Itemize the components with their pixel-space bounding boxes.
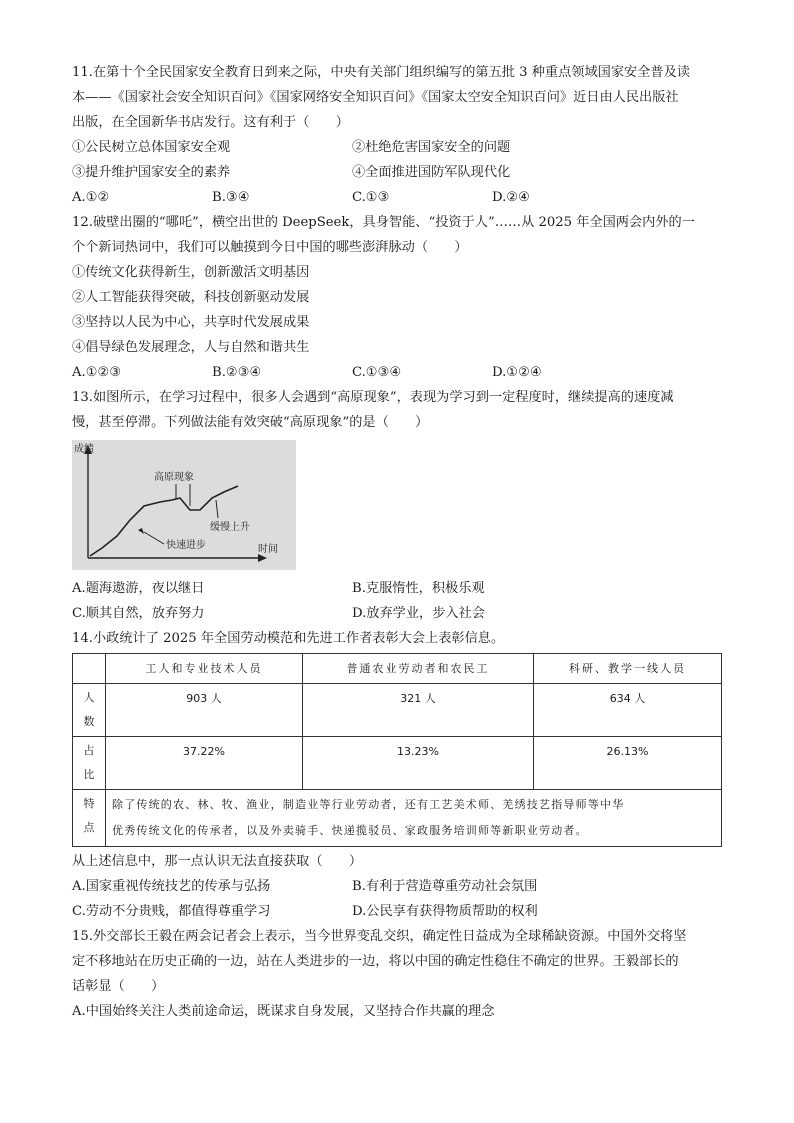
learning-curve-figure	[72, 440, 296, 570]
table-header: 科研、教学一线人员	[534, 654, 722, 684]
x-axis-arrow	[258, 554, 267, 562]
statement-2: ②杜绝危害国家安全的问题	[352, 140, 511, 155]
question-12-stem-line: 12.破壁出圈的“哪吒”，横空出世的 DeepSeek，具身智能、“投资于人”……从 2025 年全国两会内外的一	[72, 215, 695, 230]
option-a: A.①②	[72, 190, 110, 205]
option-d: D.①②④	[492, 365, 542, 380]
question-15-stem-line: 定不移地站在历史正确的一边，站在人类进步的一边，将以中国的确定性稳住不确定的世界。王毅部长的	[72, 954, 679, 969]
feature-cell	[106, 790, 722, 847]
option-b: B.③④	[212, 190, 250, 205]
table-cell: 26.13%	[534, 737, 722, 790]
table-cell: 634 人	[534, 684, 722, 737]
option-a: A.国家重视传统技艺的传承与弘扬	[72, 879, 271, 894]
option-d: D.公民享有获得物质帮助的权利	[352, 904, 538, 919]
table-cell: 37.22%	[106, 737, 303, 790]
slow-rise-label: 缓慢上升	[210, 522, 250, 533]
row-label-feature	[73, 790, 106, 847]
option-b: B.克服惰性，积极乐观	[352, 581, 485, 596]
exam-page	[72, 60, 724, 1024]
question-12	[72, 210, 724, 385]
question-11-stem-line: 11.在第十个全民国家安全教育日到来之际，中央有关部门组织编写的第五批 3 种重点领域国家安全普及读	[72, 65, 690, 80]
x-axis-label: 时间	[258, 544, 278, 555]
question-14	[72, 626, 724, 924]
question-15-stem-line: 15.外交部长王毅在两会记者会上表示，当今世界变乱交织，确定性日益成为全球稀缺资源。中国外交将坚	[72, 929, 687, 944]
option-b: B.有利于营造尊重劳动社会氛围	[352, 879, 538, 894]
statement-4: ④全面推进国防军队现代化	[352, 165, 511, 180]
table-cell: 321 人	[303, 684, 534, 737]
fast-progress-label: 快速进步	[166, 540, 206, 551]
question-11-stem-line: 出版，在全国新华书店发行。这有利于（ ）	[72, 115, 349, 130]
slow-rise-pointer	[216, 500, 218, 518]
question-13-stem-line: 13.如图所示，在学习过程中，很多人会遇到“高原现象”，表现为学习到一定程度时，继续提高的速度减	[72, 390, 674, 405]
statement-3: ③提升维护国家安全的素养	[72, 165, 231, 180]
question-12-stem-line: 个个新词热词中，我们可以触摸到今日中国的哪些澎湃脉动（ ）	[72, 240, 468, 255]
option-a: A.①②③	[72, 365, 122, 380]
row-label-char: 点	[83, 821, 95, 834]
question-13-stem-line: 慢，甚至停滞。下列做法能有效突破“高原现象”的是（ ）	[72, 415, 429, 430]
option-d: D.放弃学业，步入社会	[352, 606, 485, 621]
option-a: A.题海遨游，夜以继日	[72, 581, 205, 596]
statement-2: ②人工智能获得突破，科技创新驱动发展	[72, 290, 310, 305]
learning-curve	[90, 486, 238, 556]
question-14-ask: 从上述信息中，那一点认识无法直接获取（ ）	[72, 854, 363, 869]
option-a: A.中国始终关注人类前途命运，既谋求自身发展，又坚持合作共赢的理念	[72, 1004, 495, 1019]
option-c: C.顺其自然，放弃努力	[72, 606, 205, 621]
honors-table	[72, 653, 722, 847]
question-13	[72, 385, 724, 626]
option-b: B.②③④	[212, 365, 262, 380]
fast-progress-arrow	[138, 528, 144, 534]
question-15	[72, 924, 724, 1024]
table-cell: 13.23%	[303, 737, 534, 790]
option-c: C.①③	[352, 190, 390, 205]
row-label-char: 数	[83, 715, 95, 728]
plateau-label: 高原现象	[154, 472, 194, 483]
statement-3: ③坚持以人民为中心，共享时代发展成果	[72, 315, 310, 330]
table-header: 工人和专业技术人员	[106, 654, 303, 684]
option-d: D.②④	[492, 190, 530, 205]
statement-1: ①传统文化获得新生，创新激活文明基因	[72, 265, 310, 280]
question-15-stem-line: 话彰显（ ）	[72, 979, 165, 994]
row-label-char: 人	[83, 691, 95, 704]
table-header: 普通农业劳动者和农民工	[303, 654, 534, 684]
row-label-ratio	[73, 737, 106, 790]
row-label-char: 占	[83, 744, 95, 757]
row-label-people	[73, 684, 106, 737]
question-11-stem-line: 本——《国家社会安全知识百问》《国家网络安全知识百问》《国家太空安全知识百问》近日由人民出版社	[72, 90, 679, 105]
option-c: C.劳动不分贵贱，都值得尊重学习	[72, 904, 271, 919]
row-label-char: 特	[83, 797, 95, 810]
feature-line: 优秀传统文化的传承者，以及外卖骑手、快递揽驳员、家政服务培训师等新职业劳动者。	[112, 824, 588, 837]
y-axis-label: 成绩	[74, 444, 94, 455]
question-14-stem: 14.小政统计了 2025 年全国劳动模范和先进工作者表彰大会上表彰信息。	[72, 631, 505, 646]
statement-4: ④倡导绿色发展理念，人与自然和谐共生	[72, 340, 310, 355]
statement-1: ①公民树立总体国家安全观	[72, 140, 231, 155]
feature-line: 除了传统的农、林、牧、渔业，制造业等行业劳动者，还有工艺美术师、羌绣技艺指导师等中华	[112, 798, 625, 811]
row-label-char: 比	[83, 768, 95, 781]
question-11	[72, 60, 724, 210]
option-c: C.①③④	[352, 365, 402, 380]
table-cell: 903 人	[106, 684, 303, 737]
fast-progress-pointer	[144, 532, 164, 544]
